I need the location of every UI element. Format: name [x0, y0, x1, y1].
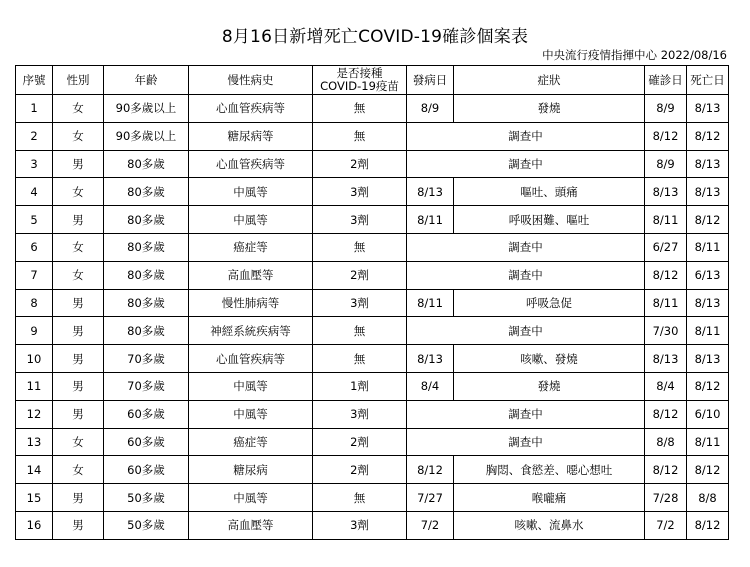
cell-sex: 女: [53, 95, 104, 123]
header-no: 序號: [16, 66, 53, 95]
cell-sex: 男: [53, 400, 104, 428]
cell-confirm: 8/12: [645, 456, 687, 484]
cell-death: 8/12: [687, 122, 729, 150]
cell-under-investigation: 調查中: [407, 261, 645, 289]
cell-age: 80多歲: [104, 289, 189, 317]
cell-vaccine: 2劑: [313, 150, 407, 178]
cell-sex: 男: [53, 511, 104, 539]
cell-age: 50多歲: [104, 511, 189, 539]
table-row: [16, 95, 729, 123]
cell-age: 80多歲: [104, 233, 189, 261]
cell-confirm: 8/12: [645, 400, 687, 428]
cell-symptoms: 發燒: [454, 372, 645, 400]
page-title: 8月16日新增死亡COVID-19確診個案表: [221, 27, 529, 47]
cell-chronic: 癌症等: [189, 428, 313, 456]
table-row: [16, 206, 729, 234]
table-row: [16, 289, 729, 317]
cell-under-investigation: 調查中: [407, 150, 645, 178]
cell-confirm: 8/12: [645, 122, 687, 150]
header-onset: 發病日: [407, 66, 454, 95]
table-row: [16, 428, 729, 456]
cell-chronic: 心血管疾病等: [189, 150, 313, 178]
cell-confirm: 8/11: [645, 206, 687, 234]
cell-sex: 女: [53, 178, 104, 206]
cell-confirm: 8/13: [645, 178, 687, 206]
cell-sex: 男: [53, 372, 104, 400]
cell-death: 8/12: [687, 206, 729, 234]
cell-under-investigation: 調查中: [407, 233, 645, 261]
cell-vaccine: 無: [313, 345, 407, 373]
cell-sex: 女: [53, 122, 104, 150]
cell-under-investigation: 調查中: [407, 122, 645, 150]
cell-death: 8/11: [687, 428, 729, 456]
cell-no: 12: [16, 400, 53, 428]
cell-death: 8/11: [687, 233, 729, 261]
cell-no: 1: [16, 95, 53, 123]
cell-death: 8/8: [687, 484, 729, 512]
cell-onset: 8/11: [407, 289, 454, 317]
cell-chronic: 中風等: [189, 178, 313, 206]
cell-age: 60多歲: [104, 456, 189, 484]
cell-onset: 7/2: [407, 511, 454, 539]
cell-under-investigation: 調查中: [407, 428, 645, 456]
cell-chronic: 心血管疾病等: [189, 345, 313, 373]
cell-vaccine: 3劑: [313, 400, 407, 428]
cell-no: 6: [16, 233, 53, 261]
cell-symptoms: 喉嚨痛: [454, 484, 645, 512]
cell-chronic: 中風等: [189, 400, 313, 428]
table-row: [16, 511, 729, 539]
cell-onset: 8/11: [407, 206, 454, 234]
cell-age: 90多歲以上: [104, 122, 189, 150]
cell-vaccine: 2劑: [313, 456, 407, 484]
cell-no: 4: [16, 178, 53, 206]
cell-onset: 8/12: [407, 456, 454, 484]
cell-age: 80多歲: [104, 206, 189, 234]
cell-death: 6/13: [687, 261, 729, 289]
header-vaccine-line2: COVID-19疫苗: [320, 79, 399, 93]
cell-age: 60多歲: [104, 428, 189, 456]
cell-symptoms: 嘔吐、頭痛: [454, 178, 645, 206]
cell-death: 8/13: [687, 289, 729, 317]
cell-sex: 女: [53, 261, 104, 289]
cell-chronic: 中風等: [189, 206, 313, 234]
cell-chronic: 癌症等: [189, 233, 313, 261]
cell-vaccine: 無: [313, 122, 407, 150]
cell-chronic: 慢性肺病等: [189, 289, 313, 317]
cell-symptoms: 胸悶、食慾差、噁心想吐: [454, 456, 645, 484]
cell-confirm: 7/2: [645, 511, 687, 539]
cell-chronic: 糖尿病: [189, 456, 313, 484]
cell-no: 14: [16, 456, 53, 484]
cell-death: 8/13: [687, 150, 729, 178]
cell-sex: 女: [53, 233, 104, 261]
header-sex: 性別: [53, 66, 104, 95]
cell-onset: 8/9: [407, 95, 454, 123]
cell-death: 8/13: [687, 345, 729, 373]
header-confirm: 確診日: [645, 66, 687, 95]
cell-sex: 男: [53, 289, 104, 317]
cell-confirm: 8/9: [645, 95, 687, 123]
cell-no: 11: [16, 372, 53, 400]
cell-confirm: 8/13: [645, 345, 687, 373]
cell-no: 9: [16, 317, 53, 345]
cell-chronic: 中風等: [189, 372, 313, 400]
cell-sex: 男: [53, 345, 104, 373]
cell-onset: 7/27: [407, 484, 454, 512]
death-case-table: [15, 65, 729, 540]
cell-death: 8/11: [687, 317, 729, 345]
cell-no: 16: [16, 511, 53, 539]
cell-sex: 男: [53, 206, 104, 234]
cell-vaccine: 3劑: [313, 289, 407, 317]
cell-age: 80多歲: [104, 150, 189, 178]
cell-age: 70多歲: [104, 345, 189, 373]
table-row: [16, 456, 729, 484]
table-row: [16, 122, 729, 150]
header-age: 年齡: [104, 66, 189, 95]
header-symptoms: 症狀: [454, 66, 645, 95]
header-vaccine: [313, 66, 407, 95]
cell-symptoms: 咳嗽、流鼻水: [454, 511, 645, 539]
cell-symptoms: 發燒: [454, 95, 645, 123]
cell-age: 70多歲: [104, 372, 189, 400]
cell-chronic: 高血壓等: [189, 511, 313, 539]
cell-vaccine: 3劑: [313, 511, 407, 539]
cell-onset: 8/13: [407, 345, 454, 373]
cell-no: 8: [16, 289, 53, 317]
cell-vaccine: 無: [313, 95, 407, 123]
cell-under-investigation: 調查中: [407, 317, 645, 345]
cell-death: 6/10: [687, 400, 729, 428]
cell-death: 8/12: [687, 372, 729, 400]
cell-no: 2: [16, 122, 53, 150]
cell-chronic: 心血管疾病等: [189, 95, 313, 123]
cell-chronic: 中風等: [189, 484, 313, 512]
cell-chronic: 高血壓等: [189, 261, 313, 289]
cell-vaccine: 無: [313, 233, 407, 261]
table-row: [16, 261, 729, 289]
header-death: 死亡日: [687, 66, 729, 95]
table-body: [16, 95, 729, 540]
cell-age: 80多歲: [104, 261, 189, 289]
cell-onset: 8/13: [407, 178, 454, 206]
cell-chronic: 糖尿病等: [189, 122, 313, 150]
cell-symptoms: 咳嗽、發燒: [454, 345, 645, 373]
cell-symptoms: 呼吸急促: [454, 289, 645, 317]
cell-sex: 男: [53, 484, 104, 512]
header-vaccine-line1: 是否接種: [336, 66, 383, 80]
table-row: [16, 150, 729, 178]
cell-age: 60多歲: [104, 400, 189, 428]
table-row: [16, 233, 729, 261]
cell-age: 80多歲: [104, 317, 189, 345]
cell-confirm: 7/30: [645, 317, 687, 345]
cell-vaccine: 無: [313, 484, 407, 512]
table-row: [16, 400, 729, 428]
table-row: [16, 178, 729, 206]
cell-sex: 男: [53, 150, 104, 178]
cell-sex: 女: [53, 456, 104, 484]
cell-confirm: 8/8: [645, 428, 687, 456]
cell-confirm: 7/28: [645, 484, 687, 512]
cell-confirm: 8/11: [645, 289, 687, 317]
cell-no: 15: [16, 484, 53, 512]
cell-vaccine: 2劑: [313, 261, 407, 289]
cell-vaccine: 3劑: [313, 206, 407, 234]
cell-death: 8/12: [687, 456, 729, 484]
cell-no: 13: [16, 428, 53, 456]
cell-symptoms: 呼吸困難、嘔吐: [454, 206, 645, 234]
cell-under-investigation: 調查中: [407, 400, 645, 428]
cell-no: 3: [16, 150, 53, 178]
cell-no: 10: [16, 345, 53, 373]
table-row: [16, 372, 729, 400]
cell-sex: 男: [53, 317, 104, 345]
cell-age: 50多歲: [104, 484, 189, 512]
cell-no: 5: [16, 206, 53, 234]
cell-vaccine: 無: [313, 317, 407, 345]
cell-confirm: 8/9: [645, 150, 687, 178]
cell-age: 90多歲以上: [104, 95, 189, 123]
cell-confirm: 8/4: [645, 372, 687, 400]
cell-age: 80多歲: [104, 178, 189, 206]
cell-onset: 8/4: [407, 372, 454, 400]
table-row: [16, 345, 729, 373]
cell-death: 8/12: [687, 511, 729, 539]
cell-confirm: 8/12: [645, 261, 687, 289]
cell-vaccine: 2劑: [313, 428, 407, 456]
table-row: [16, 484, 729, 512]
cell-death: 8/13: [687, 95, 729, 123]
cell-sex: 女: [53, 428, 104, 456]
cell-vaccine: 1劑: [313, 372, 407, 400]
cell-vaccine: 3劑: [313, 178, 407, 206]
table-row: [16, 317, 729, 345]
cell-confirm: 6/27: [645, 233, 687, 261]
cell-no: 7: [16, 261, 53, 289]
cell-chronic: 神經系統疾病等: [189, 317, 313, 345]
header-chronic: 慢性病史: [189, 66, 313, 95]
source-and-date: 中央流行疫情指揮中心 2022/08/16: [542, 48, 727, 62]
cell-death: 8/13: [687, 178, 729, 206]
table-header-row: [16, 66, 729, 95]
